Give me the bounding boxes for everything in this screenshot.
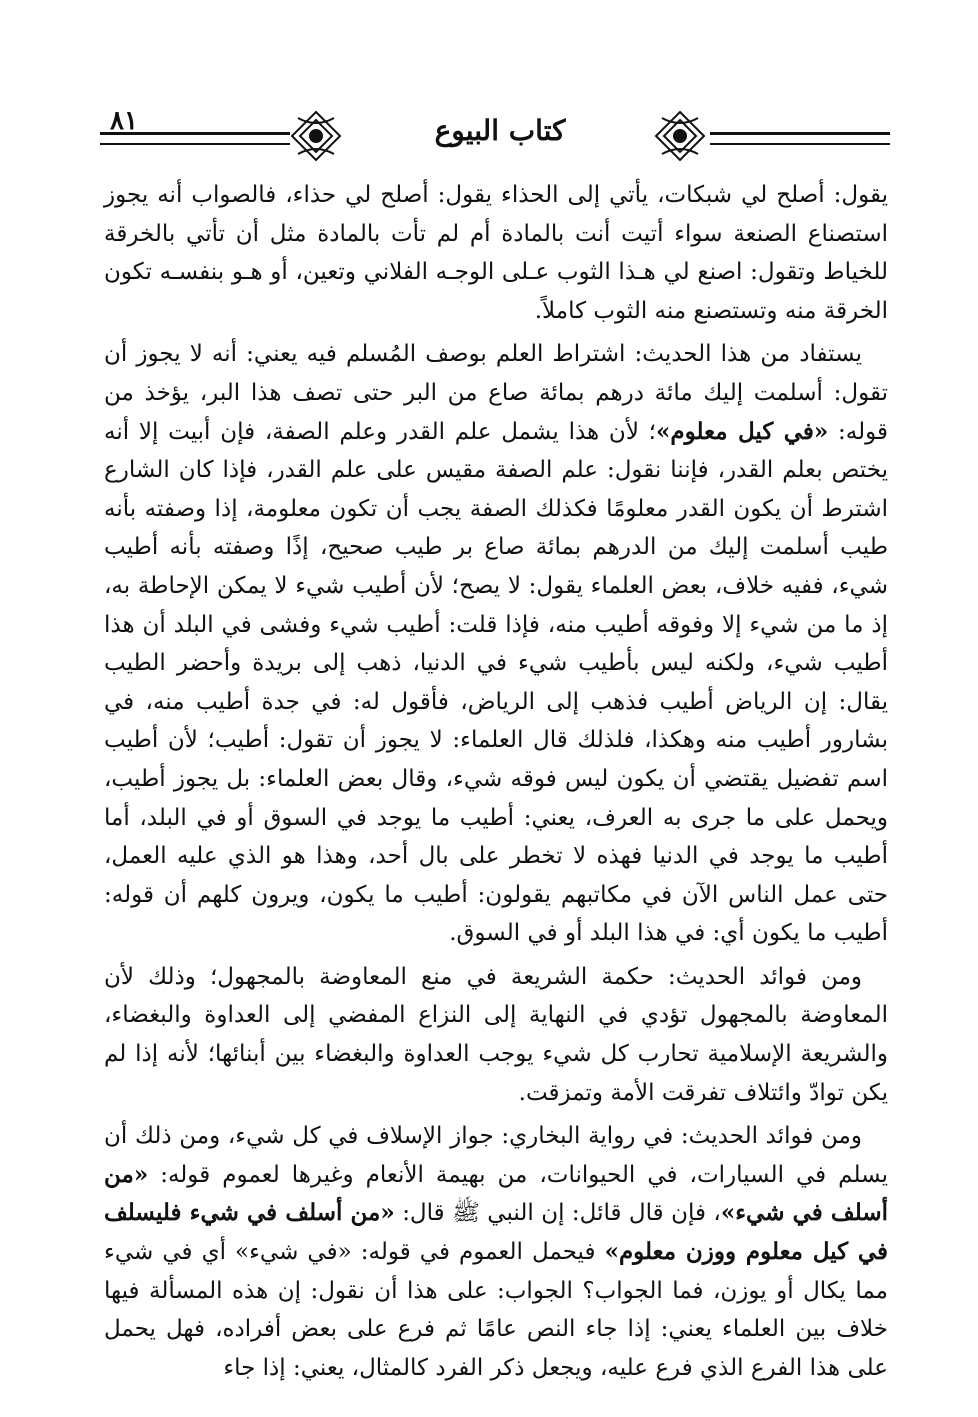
paragraph-1	[104, 176, 888, 330]
page-header	[100, 104, 890, 166]
page-number: ٨١	[110, 106, 138, 136]
hadith-quote: «في كيل معلوم»	[656, 417, 829, 445]
header-rule-left	[100, 132, 290, 145]
body-text	[104, 176, 888, 1392]
paragraph-3	[104, 958, 888, 1112]
hadith-quote: «من أسلف في شيء»	[104, 1160, 888, 1227]
paragraph-2-text: يستفاد من هذا الحديث: اشتراط العلم بوصف المُسلم فيه يعني: أنه لا يجوز أن تقول: أسلمت إليك مائة درهم بمائة صاع من البر حتى تصف هذا البر، يؤخذ من قوله:	[104, 341, 888, 445]
paragraph-2-text: ؛ لأن هذا يشمل علم القدر وعلم الصفة، فإن أبيت إلا أنه يختص بعلم القدر، فإننا نقول: علم الصفة مقيس على علم القدر، فإذا كان الشارع اشترط أن يكون القدر معلومًا فكذلك الصفة يجب أن تكون معلومة، إذا وصفته بأنه طيب أسلمت إليك من الدرهم بمائة صاع بر طيب صحيح، إذًا وصفته بأنه أطيب شيء، ففيه خلاف، بعض العلماء يقول: لا يصح؛ لأن أطيب شيء لا يمكن الإحاطة به، إذ ما من شيء إلا وفوقه أطيب منه، فإذا قلت: أطيب شيء وفشى في البلد أن هذا أطيب شيء، ولكنه ليس بأطيب شيء في الدنيا، ذهب إلى بريدة وأحضر الطيب يقال: إن الرياض أطيب فذهب إلى الرياض، فأقول له: في جدة أطيب منه، في بشارور أطيب منه وهكذا، فلذلك قال العلماء: لا يجوز أن تقول: أطيب؛ لأن أطيب اسم تفضيل يقتضي أن يكون ليس فوقه شيء، وقال بعض العلماء: بل يجوز أطيب، ويحمل على ما جرى به العرف، يعني: أطيب ما يوجد في السوق أو في البلد، أما أطيب ما يوجد في الدنيا فهذه لا تخطر على بال أحد، وهذا هو الذي عليه العمل، حتى عمل الناس الآن في مكاتبهم يقولون: أطيب ما يكون، ويرون كلهم أن قوله: أطيب ما يكون أي: في هذا البلد أو في السوق.	[104, 418, 888, 947]
paragraph-1-text: يقول: أصلح لي شبكات، يأتي إلى الحذاء يقول: أصلح لي حذاء، فالصواب أنه يجوز استصناع الصنعة سواء أتيت أنت بالمادة أم لم تأت بالمادة مثل أن تأتي بالخرقة للخياط وتقول: اصنع لي هـذا الثوب عـلى الوجـه الفلاني وتعين، أو هـو بنفسـه تكون الخرقة منه وتستصنع منه الثوب كاملاً.	[104, 182, 888, 324]
hadith-quote: «من أسلف في شيء فليسلف في كيل معلوم ووزن معلوم»	[104, 1199, 888, 1266]
paragraph-4-text: ومن فوائد الحديث: في رواية البخاري: جواز الإسلاف في كل شيء، ومن ذلك أن يسلم في السيارات، في الحيوانات، من بهيمة الأنعام وغيرها لعموم قوله:	[104, 1123, 888, 1188]
paragraph-4-text: ، فإن قال قائل: إن النبي ﷺ قال:	[394, 1200, 721, 1227]
paragraph-2	[104, 335, 888, 953]
header-rule-right	[710, 132, 890, 145]
paragraph-4-text: فيحمل العموم في قوله: «في شيء» أي في شيء مما يكال أو يوزن، فما الجواب؟ الجواب: على هذا أن نقول: إن هذه المسألة فيها خلاف بين العلماء يعني: إذا جاء النص عامًا ثم فرع على بعض أفراده، فهل يحمل على هذا الفرع الذي فرع عليه، ويجعل ذكر الفرد كالمثال، يعني: إذا جاء	[104, 1239, 888, 1381]
paragraph-3-text: ومن فوائد الحديث: حكمة الشريعة في منع المعاوضة بالمجهول؛ وذلك لأن المعاوضة بالمجهول تؤدي في النهاية إلى النزاع المفضي إلى العداوة والبغضاء، والشريعة الإسلامية تحارب كل شيء يوجب العداوة والبغضاء بين أبنائها؛ لأنه إذا لم يكن توادّ وائتلاف تفرقت الأمة وتمزقت.	[104, 963, 888, 1106]
book-title: كتاب البيوع	[434, 114, 566, 147]
ornament-left-icon	[288, 108, 344, 164]
paragraph-4	[104, 1117, 888, 1387]
ornament-right-icon	[652, 108, 708, 164]
